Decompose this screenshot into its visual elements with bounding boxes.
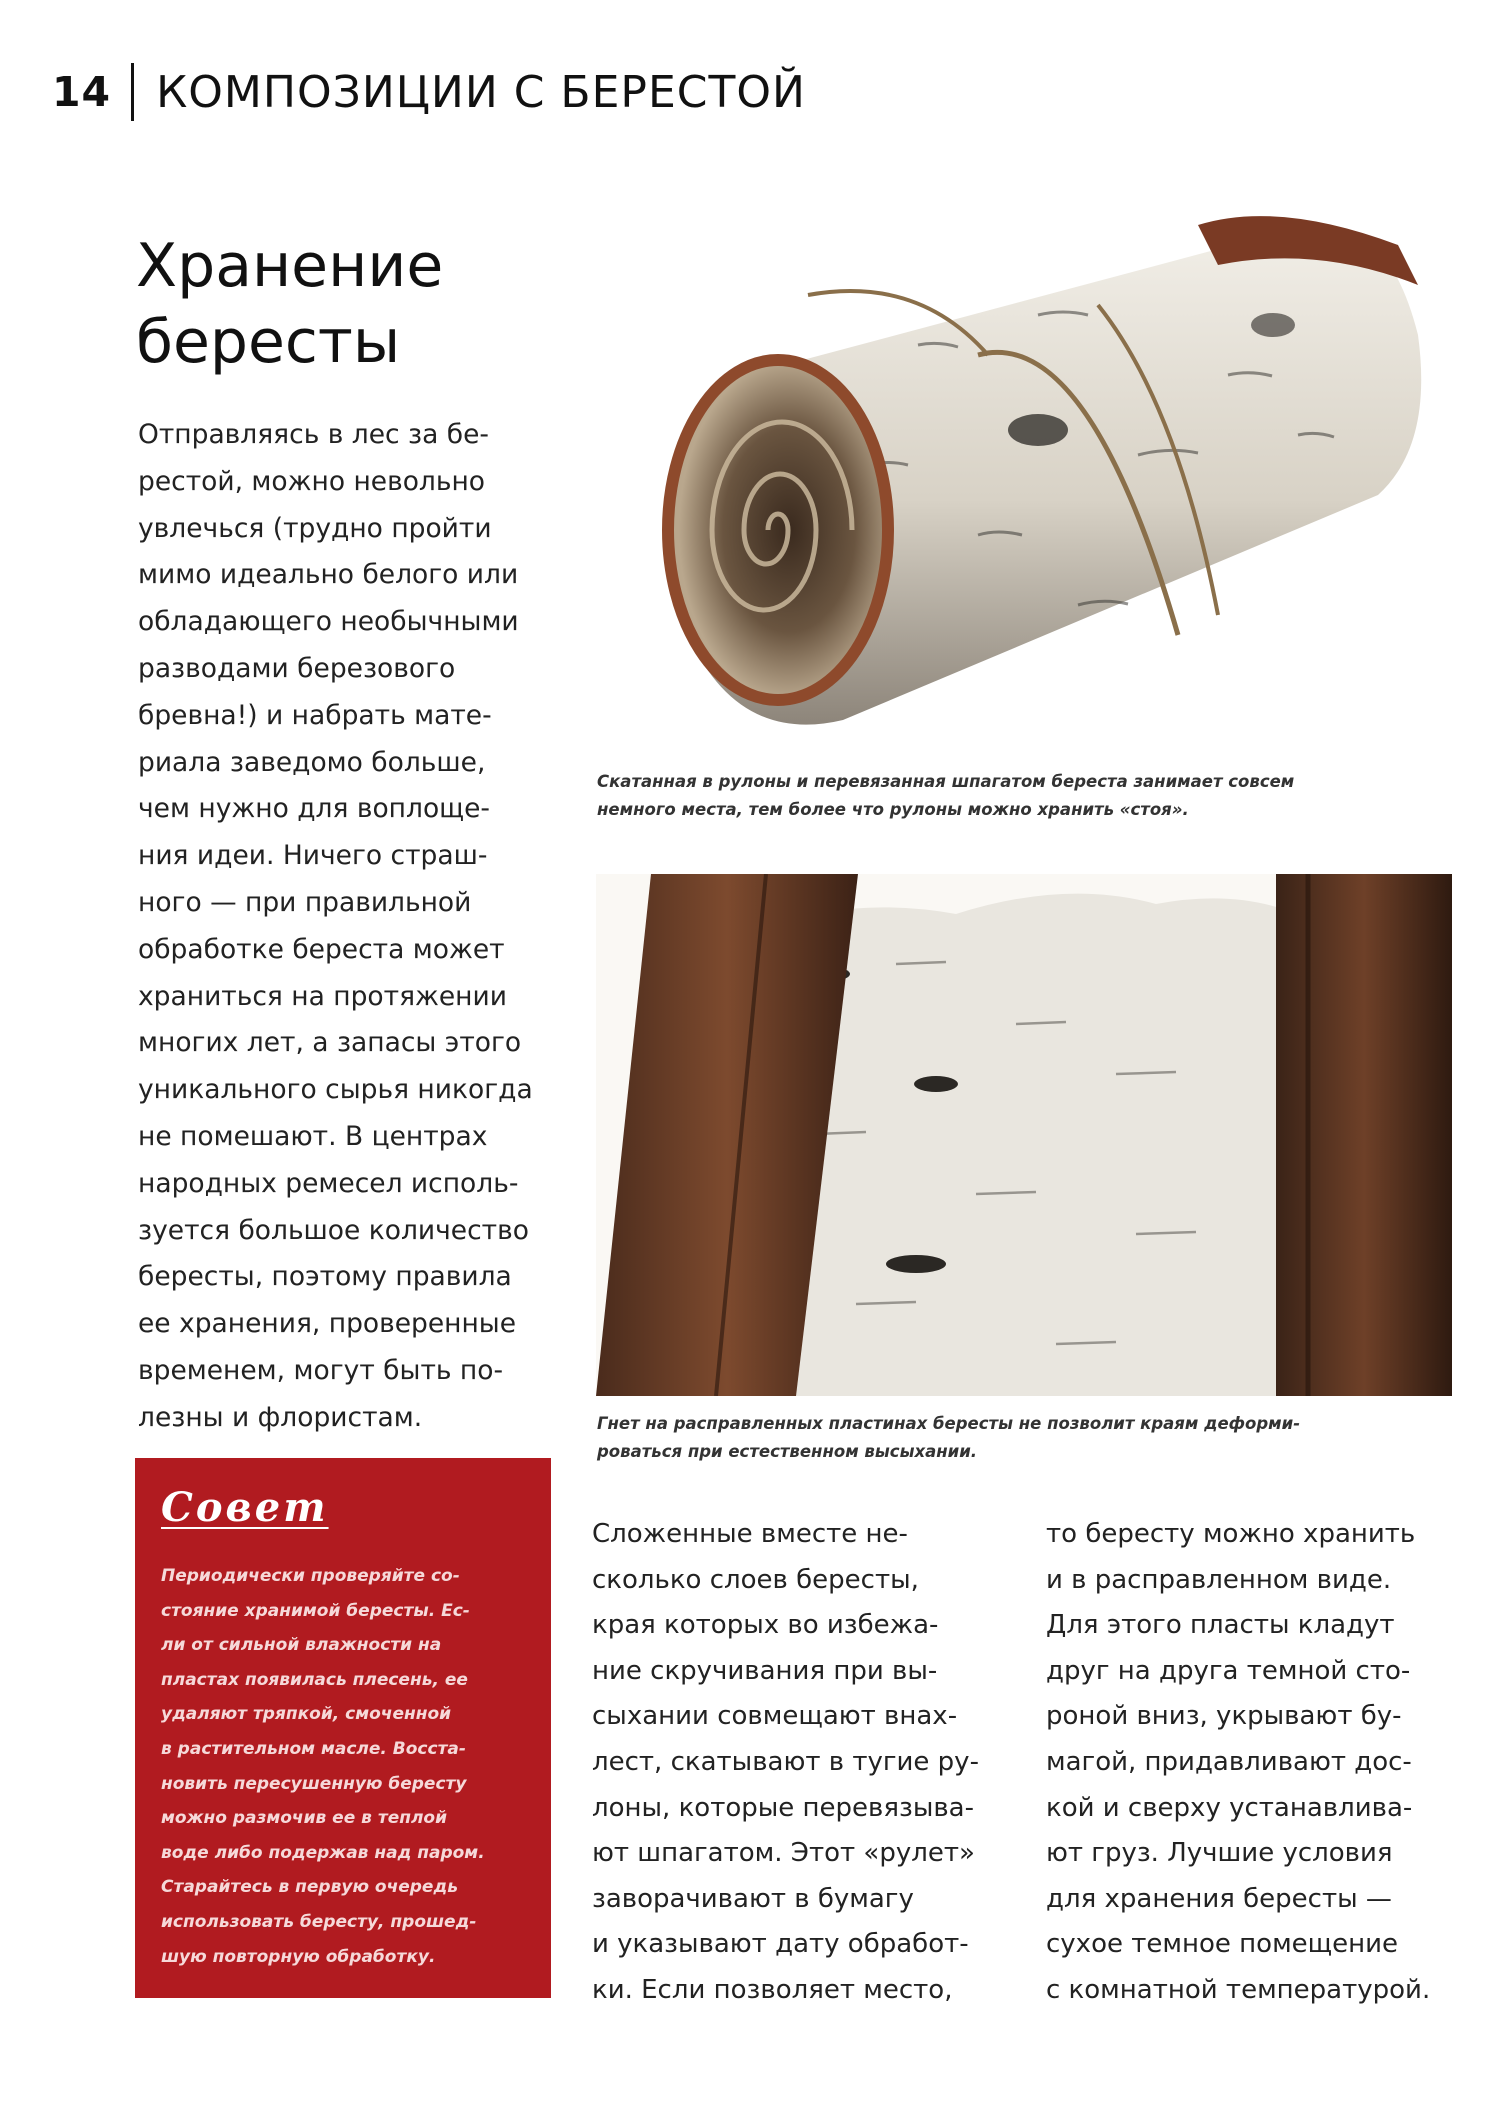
- header-divider: [131, 63, 134, 121]
- press-photo-caption: Гнет на расправленных пластинах бересты не позволит краям деформи- роваться при естественном высыхании.: [597, 1414, 1301, 1461]
- section-title-line-1: Хранение: [136, 231, 444, 301]
- pressed-birch-bark-photo: [596, 874, 1452, 1396]
- page-header: [52, 62, 806, 122]
- birch-bark-roll-photo: [618, 205, 1428, 750]
- section-title-line-2: бересты: [136, 307, 401, 377]
- tip-text: Периодически проверяйте со- стояние хранимой бересты. Ес- ли от сильной влажности на пластах появилась плесень, ее удаляют тряпкой, смоченной в растительном масле. Восста- новить пересушенную бересту можно размочив ее в теплой воде либо подержав над паром. Старайтесь в первую очередь использовать бересту, прошед- шую повторную обработку.: [161, 1566, 485, 1967]
- section-title: [136, 228, 443, 380]
- tip-box: [135, 1458, 551, 1998]
- page-number: 14: [52, 68, 112, 116]
- tip-title: Совет: [161, 1484, 329, 1531]
- roll-photo-caption: Скатанная в рулоны и перевязанная шпагатом береста занимает совсем немного места, тем более что рулоны можно хранить «стоя».: [597, 772, 1295, 819]
- intro-paragraph: Отправляясь в лес за бе- рестой, можно невольно увлечься (трудно пройти мимо идеально белого или обладающего необычными разводами березового бревна!) и набрать мате- риала заведомо больше, чем нужно для воплоще- ния идеи. Ничего страш- ного — при правильной обработке береста может храниться на протяжении многих лет, а запасы этого уникального сырья никогда не помешают. В центрах народных ремесел исполь- зуется большое количество бересты, поэтому правила ее хранения, проверенные временем, могут быть по- лезны и флористам.: [138, 419, 533, 1433]
- body-column-1: Сложенные вместе не- сколько слоев бересты, края которых во избежа- ние скручивания при вы- сыхании совмещают внах- лест, скатывают в тугие ру- лоны, которые перевязыва- ют шпагатом. Этот «рулет» заворачивают в бумагу и указывают дату обработ- ки. Если позволяет место,: [592, 1519, 979, 2005]
- body-column-2: то бересту можно хранить и в расправленном виде. Для этого пласты кладут друг на друга темной сто- роной вниз, укрывают бу- магой, придавливают дос- кой и сверху устанавлива- ют груз. Лучшие условия для хранения бересты — сухое темное помещение с комнатной температурой.: [1046, 1519, 1431, 2005]
- chapter-title: КОМПОЗИЦИИ С БЕРЕСТОЙ: [156, 66, 806, 118]
